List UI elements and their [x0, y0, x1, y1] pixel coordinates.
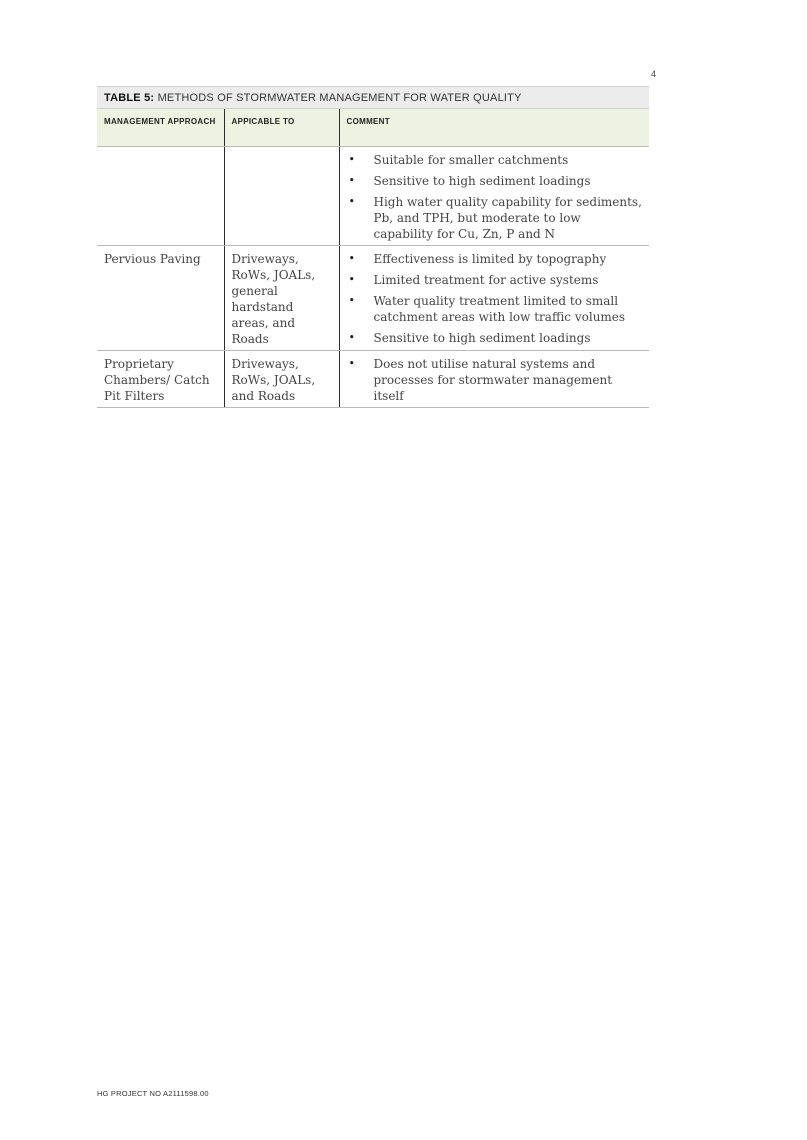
bullet-icon: • [348, 331, 355, 344]
bullet-icon: • [348, 357, 355, 370]
list-item [347, 173, 643, 189]
bullet-icon: • [348, 273, 355, 286]
list-item [347, 251, 643, 267]
stormwater-methods-table [97, 86, 649, 408]
bullet-icon: • [348, 252, 355, 265]
table-caption [97, 87, 649, 109]
list-item [347, 272, 643, 288]
table-caption-label: TABLE 5: [104, 92, 155, 104]
comment-text: Sensitive to high sediment loadings [373, 331, 591, 345]
comment-text: Does not utilise natural systems and processes for stormwater management itself [373, 357, 613, 403]
table-caption-text: METHODS OF STORMWATER MANAGEMENT FOR WATER QUALITY [157, 92, 522, 104]
applicable-cell: Driveways, RoWs, JOALs, general hardstand areas, and Roads [224, 246, 339, 351]
approach-cell: Pervious Paving [97, 246, 224, 351]
list-item [347, 293, 643, 325]
list-item [347, 194, 643, 242]
comment-text: Water quality treatment limited to small catchment areas with low traffic volumes [373, 294, 626, 324]
list-item [347, 330, 643, 346]
bullet-icon: • [348, 195, 355, 208]
comment-cell [339, 246, 649, 351]
header-management-approach: MANAGEMENT APPROACH [97, 109, 224, 147]
table-row [97, 147, 649, 246]
comment-cell [339, 147, 649, 246]
bullet-icon: • [348, 294, 355, 307]
table-caption-row [97, 87, 649, 109]
comment-list [347, 356, 643, 404]
footer-project-number: HG PROJECT NO A2111598.00 [97, 1089, 209, 1098]
comment-cell [339, 351, 649, 408]
applicable-cell [224, 147, 339, 246]
list-item [347, 356, 643, 404]
bullet-icon: • [348, 153, 355, 166]
comment-text: Effectiveness is limited by topography [373, 252, 607, 266]
approach-cell: Proprietary Chambers/ Catch Pit Filters [97, 351, 224, 408]
comment-list [347, 152, 643, 242]
comment-text: Sensitive to high sediment loadings [373, 174, 591, 188]
comment-text: Suitable for smaller catchments [373, 153, 569, 167]
approach-cell [97, 147, 224, 246]
comment-text: High water quality capability for sediments, Pb, and TPH, but moderate to low capability for Cu, Zn, P and N [373, 195, 642, 241]
bullet-icon: • [348, 174, 355, 187]
table-row [97, 351, 649, 408]
header-comment: COMMENT [339, 109, 649, 147]
comment-text: Limited treatment for active systems [373, 273, 599, 287]
table-header-row [97, 109, 649, 147]
applicable-cell: Driveways, RoWs, JOALs, and Roads [224, 351, 339, 408]
comment-list [347, 251, 643, 346]
header-applicable-to: APPICABLE TO [224, 109, 339, 147]
table-row [97, 246, 649, 351]
page-number: 4 [650, 69, 656, 79]
list-item [347, 152, 643, 168]
